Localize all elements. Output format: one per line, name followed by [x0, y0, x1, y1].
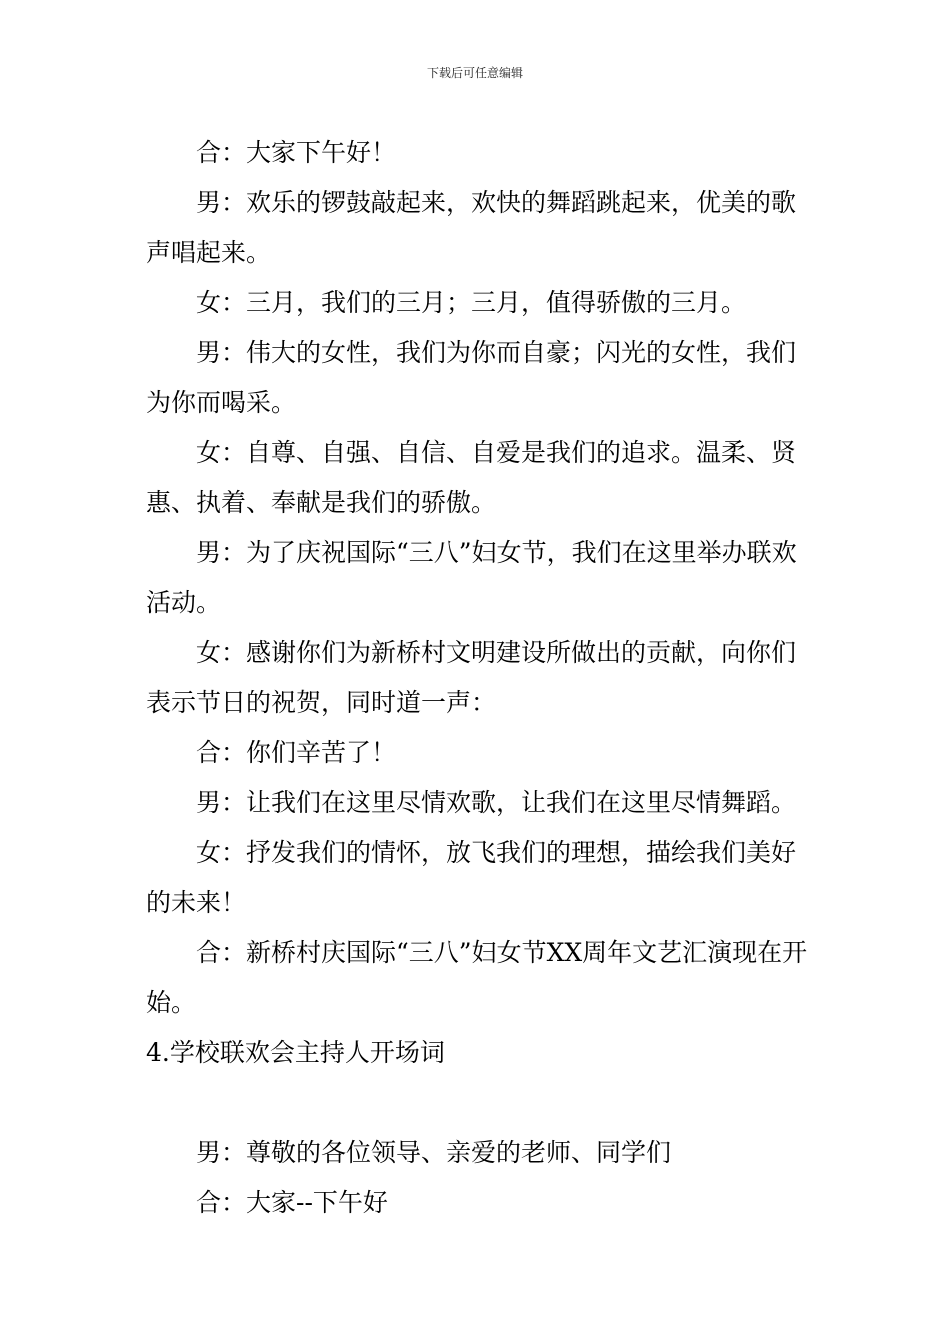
paragraph: 女：抒发我们的情怀，放飞我们的理想，描绘我们美好的未来！	[146, 838, 797, 917]
paragraph: 男：伟大的女性，我们为你而自豪；闪光的女性，我们为你而喝采。	[146, 338, 797, 417]
document-body	[146, 128, 810, 1228]
paragraph: 女：感谢你们为新桥村文明建设所做出的贡献，向你们表示节日的祝贺，同时道一声：	[146, 638, 797, 717]
paragraph: 男：为了庆祝国际“三八”妇女节，我们在这里举办联欢活动。	[146, 538, 797, 617]
paragraph: 合：新桥村庆国际“三八”妇女节XX周年文艺汇演现在开始。	[146, 938, 808, 1017]
paragraph: 合：你们辛苦了！	[196, 738, 397, 767]
section-heading: 4.学校联欢会主持人开场词	[146, 1038, 445, 1067]
blank-line	[146, 1078, 810, 1128]
paragraph: 女：自尊、自强、自信、自爱是我们的追求。温柔、贤惠、执着、奉献是我们的骄傲。	[146, 438, 797, 517]
paragraph: 合：大家下午好！	[196, 138, 397, 167]
paragraph: 男：欢乐的锣鼓敲起来，欢快的舞蹈跳起来，优美的歌声唱起来。	[146, 188, 797, 267]
paragraph: 男：让我们在这里尽情欢歌，让我们在这里尽情舞蹈。	[196, 788, 797, 817]
page-header: 下载后可任意编辑	[426, 66, 523, 80]
paragraph: 女：三月，我们的三月；三月，值得骄傲的三月。	[196, 288, 747, 317]
paragraph: 男：尊敬的各位领导、亲爱的老师、同学们	[196, 1138, 672, 1167]
paragraph: 合：大家--下午好	[196, 1188, 388, 1217]
